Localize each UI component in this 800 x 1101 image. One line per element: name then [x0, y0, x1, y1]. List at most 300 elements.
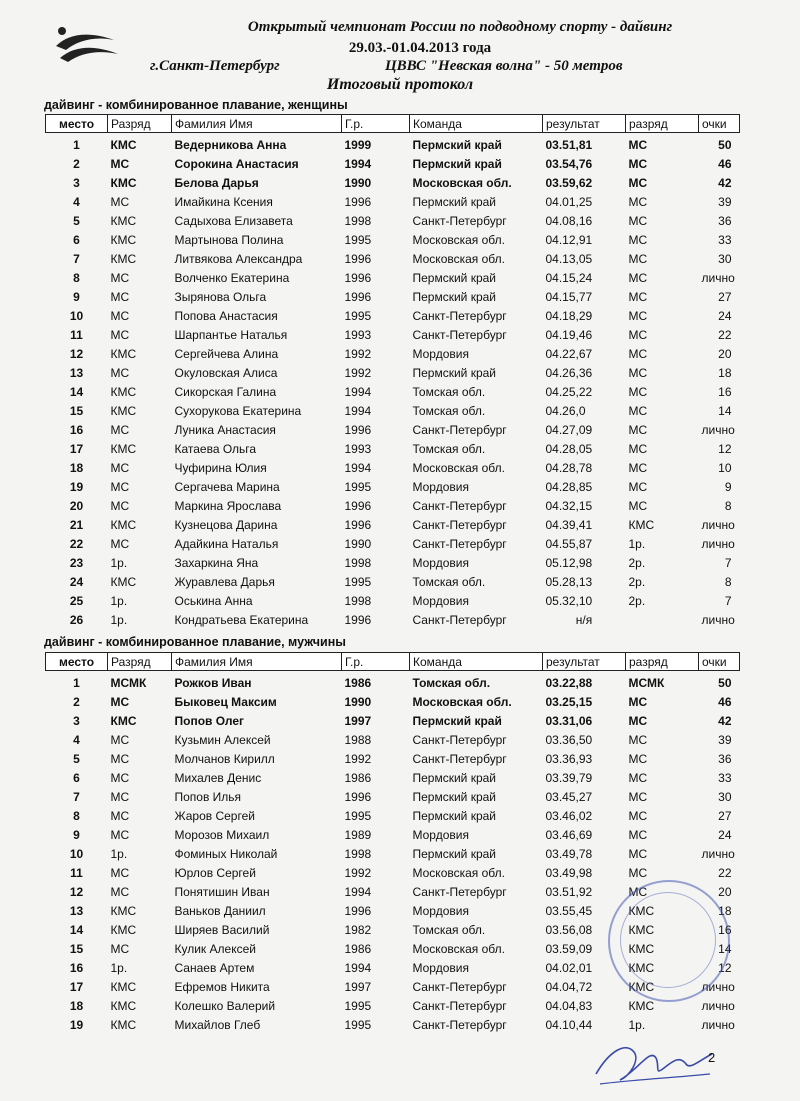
cell-new-rank: МС	[628, 694, 648, 709]
cell-name: Сергейчева Алина	[174, 346, 279, 361]
cell-rank: КМС	[110, 998, 137, 1013]
cell-new-rank: МС	[628, 308, 648, 323]
cell-result: 04.10,44	[545, 1017, 593, 1032]
table-row	[46, 996, 740, 1015]
cell-points: лично	[701, 536, 735, 551]
cell-place: 15	[69, 941, 84, 956]
cell-points: 42	[718, 175, 732, 190]
cell-team: Пермский край	[412, 770, 497, 785]
cell-points: 16	[718, 922, 732, 937]
cell-new-rank: МС	[628, 865, 648, 880]
event-venue: ЦВВС "Невская волна" - 50 метров	[385, 58, 623, 74]
cell-name: Кузьмин Алексей	[174, 732, 271, 747]
cell-points: 22	[718, 865, 732, 880]
cell-name: Сикорская Галина	[174, 384, 277, 399]
cell-rank: МС	[110, 865, 130, 880]
cell-rank: МС	[110, 156, 130, 171]
cell-place: 16	[69, 422, 84, 437]
table-row	[46, 249, 740, 268]
cell-result: 03.46,69	[545, 827, 593, 842]
cell-place: 8	[73, 270, 80, 285]
cell-result: 04.08,16	[545, 213, 593, 228]
cell-result: 04.25,22	[545, 384, 593, 399]
event-city: г.Санкт-Петербург	[150, 58, 280, 74]
cell-year: 1993	[344, 441, 372, 456]
cell-place: 11	[70, 327, 83, 342]
cell-new-rank: МС	[628, 751, 648, 766]
cell-name: Санаев Артем	[174, 960, 255, 975]
cell-year: 1994	[344, 960, 372, 975]
cell-year: 1996	[344, 289, 372, 304]
cell-new-rank: КМС	[628, 960, 655, 975]
cell-points: 27	[718, 289, 732, 304]
cell-place: 6	[73, 770, 80, 785]
table-row	[46, 268, 740, 287]
cell-rank: КМС	[110, 517, 137, 532]
cell-place: 23	[69, 555, 84, 570]
cell-team: Санкт-Петербург	[412, 751, 507, 766]
cell-year: 1996	[344, 517, 372, 532]
cell-new-rank: МС	[628, 884, 648, 899]
cell-place: 20	[69, 498, 84, 513]
cell-year: 1996	[344, 612, 372, 627]
cell-name: Белова Дарья	[174, 175, 259, 190]
cell-new-rank: КМС	[628, 922, 655, 937]
cell-rank: МС	[110, 751, 130, 766]
cell-year: 1993	[344, 327, 372, 342]
cell-new-rank: МС	[628, 327, 648, 342]
table-row	[46, 692, 740, 711]
protocol-title: Итоговый протокол	[326, 76, 474, 93]
cell-place: 11	[70, 865, 83, 880]
table-row	[46, 192, 740, 211]
cell-year: 1994	[344, 156, 372, 171]
cell-rank: МС	[110, 308, 130, 323]
cell-team: Томская обл.	[412, 922, 486, 937]
cell-team: Пермский край	[412, 846, 497, 861]
col-points: очки	[699, 653, 740, 671]
cell-points: 46	[718, 156, 732, 171]
cell-team: Московская обл.	[412, 251, 505, 266]
cell-name: Попова Анастасия	[174, 308, 278, 323]
cell-name: Жаров Сергей	[174, 808, 255, 823]
cell-place: 2	[73, 156, 80, 171]
cell-rank: МС	[110, 289, 130, 304]
cell-year: 1999	[344, 137, 372, 152]
cell-new-rank: МС	[628, 232, 648, 247]
cell-result: 04.26,0	[545, 403, 586, 418]
col-name: Фамилия Имя	[172, 115, 342, 133]
cell-year: 1995	[344, 1017, 372, 1032]
cell-year: 1982	[344, 922, 372, 937]
cell-rank: МС	[110, 498, 130, 513]
cell-team: Мордовия	[412, 555, 469, 570]
cell-team: Пермский край	[412, 137, 502, 152]
cell-name: Садыхова Елизавета	[174, 213, 293, 228]
cell-points: лично	[701, 612, 735, 627]
cell-name: Адайкина Наталья	[174, 536, 279, 551]
cell-team: Московская обл.	[412, 941, 505, 956]
cell-new-rank: МС	[628, 270, 648, 285]
cell-rank: КМС	[110, 713, 137, 728]
cell-place: 19	[69, 479, 84, 494]
cell-new-rank: МС	[628, 732, 648, 747]
cell-name: Кузнецова Дарина	[174, 517, 278, 532]
cell-result: 04.18,29	[545, 308, 593, 323]
cell-year: 1986	[344, 941, 372, 956]
cell-new-rank: МС	[628, 713, 648, 728]
cell-place: 18	[69, 460, 84, 475]
cell-new-rank: МС	[628, 194, 648, 209]
cell-team: Санкт-Петербург	[412, 979, 507, 994]
cell-team: Санкт-Петербург	[412, 536, 507, 551]
cell-points: 30	[718, 789, 732, 804]
table-row	[46, 844, 740, 863]
cell-name: Литвякова Александра	[174, 251, 303, 266]
cell-place: 4	[73, 732, 80, 747]
cell-team: Московская обл.	[412, 460, 505, 475]
table-row	[46, 591, 740, 610]
cell-new-rank: МС	[628, 498, 648, 513]
cell-new-rank: МС	[628, 789, 648, 804]
cell-rank: МС	[110, 941, 130, 956]
cell-year: 1994	[344, 460, 372, 475]
men-header-row	[46, 653, 740, 671]
cell-rank: МС	[110, 770, 130, 785]
cell-name: Михайлов Глеб	[174, 1017, 261, 1032]
cell-team: Санкт-Петербург	[412, 732, 507, 747]
cell-name: Ширяев Василий	[174, 922, 270, 937]
cell-year: 1996	[344, 270, 372, 285]
women-header-row	[46, 115, 740, 133]
cell-year: 1996	[344, 194, 372, 209]
col-team: Команда	[410, 115, 543, 133]
cell-team: Санкт-Петербург	[412, 498, 507, 513]
table-row	[46, 768, 740, 787]
cell-team: Пермский край	[412, 270, 497, 285]
cell-rank: МС	[110, 732, 130, 747]
cell-rank: МС	[110, 789, 130, 804]
event-title: Открытый чемпионат России по подводному спорту - дайвинг	[247, 19, 673, 35]
cell-result: 03.36,93	[545, 751, 593, 766]
cell-place: 7	[73, 251, 80, 266]
men-section-title: дайвинг - комбинированное плавание, мужчины	[44, 635, 346, 649]
table-row	[46, 572, 740, 591]
cell-place: 8	[73, 808, 80, 823]
cell-rank: КМС	[110, 175, 137, 190]
cell-new-rank: МС	[628, 137, 648, 152]
cell-points: 36	[718, 751, 732, 766]
cell-team: Пермский край	[412, 156, 502, 171]
cell-year: 1998	[344, 846, 372, 861]
cell-name: Молчанов Кирилл	[174, 751, 275, 766]
table-row	[46, 749, 740, 768]
cell-points: 30	[718, 251, 732, 266]
cell-points: 8	[724, 498, 732, 513]
table-row	[46, 610, 740, 629]
cell-points: 7	[724, 593, 732, 608]
table-row	[46, 344, 740, 363]
cell-place: 13	[69, 903, 84, 918]
cell-new-rank: МС	[628, 213, 648, 228]
cell-name: Попов Олег	[174, 713, 245, 728]
cell-points: 24	[718, 827, 732, 842]
cell-points: 14	[718, 941, 732, 956]
table-row	[46, 825, 740, 844]
cell-result: 03.31,06	[545, 713, 593, 728]
cell-year: 1992	[344, 365, 372, 380]
cell-new-rank: МС	[628, 460, 648, 475]
cell-team: Санкт-Петербург	[412, 612, 507, 627]
table-row	[46, 154, 740, 173]
cell-year: 1998	[344, 213, 372, 228]
table-row	[46, 730, 740, 749]
cell-result: 04.28,78	[545, 460, 593, 475]
cell-new-rank: МС	[628, 403, 648, 418]
signature	[590, 1030, 720, 1090]
cell-result: 04.13,05	[545, 251, 593, 266]
cell-points: 36	[718, 213, 732, 228]
cell-name: Шарпантье Наталья	[174, 327, 288, 342]
cell-result: 03.46,02	[545, 808, 593, 823]
table-row	[46, 363, 740, 382]
cell-name: Мартынова Полина	[174, 232, 284, 247]
cell-result: 03.22,88	[545, 675, 593, 690]
table-row	[46, 211, 740, 230]
official-stamp-inner-ring	[620, 892, 716, 988]
cell-team: Пермский край	[412, 713, 502, 728]
event-dates: 29.03.-01.04.2013 года	[348, 40, 492, 56]
cell-rank: 1р.	[110, 960, 128, 975]
col-name: Фамилия Имя	[172, 653, 342, 671]
cell-team: Санкт-Петербург	[412, 998, 507, 1013]
cell-new-rank: МС	[628, 365, 648, 380]
cell-rank: МС	[110, 270, 130, 285]
cell-points: 50	[718, 675, 732, 690]
table-row	[46, 382, 740, 401]
cell-points: 10	[718, 460, 732, 475]
cell-team: Пермский край	[412, 194, 497, 209]
cell-new-rank: 2р.	[628, 555, 646, 570]
cell-year: 1998	[344, 555, 372, 570]
cell-year: 1997	[344, 979, 372, 994]
col-points: очки	[699, 115, 740, 133]
cell-rank: КМС	[110, 232, 137, 247]
cell-place: 22	[69, 536, 84, 551]
cell-points: лично	[701, 517, 735, 532]
cell-team: Московская обл.	[412, 175, 512, 190]
cell-result: 04.15,24	[545, 270, 593, 285]
cell-place: 24	[69, 574, 84, 589]
cell-new-rank: 2р.	[628, 574, 646, 589]
table-row	[46, 534, 740, 553]
cell-team: Санкт-Петербург	[412, 308, 507, 323]
cell-result: 03.45,27	[545, 789, 593, 804]
col-result: результат	[543, 115, 626, 133]
cell-rank: МСМК	[110, 675, 147, 690]
table-row	[46, 553, 740, 572]
cell-team: Мордовия	[412, 479, 469, 494]
cell-team: Томская обл.	[412, 675, 491, 690]
cell-year: 1986	[344, 675, 372, 690]
cell-new-rank: МС	[628, 289, 648, 304]
cell-result: н/я	[575, 612, 593, 627]
cell-result: 04.26,36	[545, 365, 593, 380]
cell-points: 42	[718, 713, 732, 728]
cell-points: лично	[701, 998, 735, 1013]
cell-points: 12	[718, 960, 732, 975]
cell-name: Луника Анастасия	[174, 422, 276, 437]
cell-new-rank: МС	[628, 422, 648, 437]
cell-year: 1990	[344, 175, 372, 190]
cell-rank: КМС	[110, 137, 137, 152]
cell-result: 04.15,77	[545, 289, 593, 304]
cell-name: Колешко Валерий	[174, 998, 276, 1013]
cell-points: 8	[724, 574, 732, 589]
cell-year: 1994	[344, 884, 372, 899]
cell-rank: КМС	[110, 903, 137, 918]
cell-team: Мордовия	[412, 346, 469, 361]
cell-place: 15	[69, 403, 84, 418]
cell-year: 1995	[344, 574, 372, 589]
cell-new-rank: МС	[628, 175, 648, 190]
cell-rank: МС	[110, 327, 130, 342]
col-team: Команда	[410, 653, 543, 671]
cell-name: Ваньков Даниил	[174, 903, 266, 918]
cell-name: Рожков Иван	[174, 675, 252, 690]
cell-year: 1995	[344, 808, 372, 823]
cell-place: 19	[69, 1017, 84, 1032]
table-row	[46, 401, 740, 420]
col-year: Г.р.	[342, 115, 410, 133]
col-new-rank: разряд	[626, 115, 699, 133]
cell-year: 1988	[344, 732, 372, 747]
cell-points: лично	[701, 1017, 735, 1032]
table-row	[46, 439, 740, 458]
cell-place: 3	[73, 175, 80, 190]
cell-year: 1992	[344, 865, 372, 880]
cell-rank: МС	[110, 460, 130, 475]
cell-year: 1994	[344, 403, 372, 418]
cell-place: 3	[73, 713, 80, 728]
cell-points: лично	[701, 270, 735, 285]
cell-points: 18	[718, 365, 732, 380]
cell-result: 04.28,85	[545, 479, 593, 494]
cell-rank: 1р.	[110, 846, 128, 861]
cell-result: 04.12,91	[545, 232, 593, 247]
cell-year: 1986	[344, 770, 372, 785]
cell-points: 20	[718, 884, 732, 899]
table-row	[46, 671, 740, 693]
cell-name: Имайкина Ксения	[174, 194, 273, 209]
cell-result: 03.55,45	[545, 903, 593, 918]
cell-points: 39	[718, 194, 732, 209]
cell-points: 16	[718, 384, 732, 399]
cell-result: 05.12,98	[545, 555, 593, 570]
col-rank: Разряд	[108, 115, 172, 133]
cell-place: 1	[73, 675, 80, 690]
cell-new-rank: МС	[628, 346, 648, 361]
cell-result: 03.49,78	[545, 846, 593, 861]
col-place: место	[46, 115, 108, 133]
table-row	[46, 806, 740, 825]
cell-name: Кондратьева Екатерина	[174, 612, 309, 627]
cell-team: Томская обл.	[412, 384, 486, 399]
cell-rank: МС	[110, 884, 130, 899]
cell-name: Ефремов Никита	[174, 979, 270, 994]
cell-place: 9	[73, 827, 80, 842]
cell-new-rank: МС	[628, 156, 648, 171]
cell-new-rank: МСМК	[628, 675, 665, 690]
cell-new-rank: МС	[628, 827, 648, 842]
cell-team: Пермский край	[412, 289, 497, 304]
cell-team: Санкт-Петербург	[412, 422, 507, 437]
cell-rank: МС	[110, 194, 130, 209]
cell-name: Волченко Екатерина	[174, 270, 290, 285]
cell-result: 04.39,41	[545, 517, 593, 532]
cell-place: 5	[73, 213, 80, 228]
cell-place: 18	[69, 998, 84, 1013]
table-row	[46, 133, 740, 155]
cell-new-rank: МС	[628, 770, 648, 785]
cell-points: лично	[701, 846, 735, 861]
cell-name: Юрлов Сергей	[174, 865, 256, 880]
cell-team: Санкт-Петербург	[412, 517, 507, 532]
cell-name: Чуфирина Юлия	[174, 460, 267, 475]
cell-points: 24	[718, 308, 732, 323]
table-row	[46, 306, 740, 325]
cell-place: 25	[69, 593, 84, 608]
cell-place: 6	[73, 232, 80, 247]
cell-name: Понятишин Иван	[174, 884, 270, 899]
cell-rank: МС	[110, 827, 130, 842]
cell-new-rank: КМС	[628, 903, 655, 918]
cell-result: 04.28,05	[545, 441, 593, 456]
cell-result: 04.02,01	[545, 960, 593, 975]
cell-rank: КМС	[110, 213, 137, 228]
cell-team: Московская обл.	[412, 865, 505, 880]
cell-points: 27	[718, 808, 732, 823]
cell-rank: КМС	[110, 1017, 137, 1032]
cell-new-rank: МС	[628, 251, 648, 266]
cell-rank: МС	[110, 365, 130, 380]
cell-name: Оськина Анна	[174, 593, 253, 608]
cell-result: 03.51,81	[545, 137, 593, 152]
cell-rank: КМС	[110, 403, 137, 418]
cell-year: 1996	[344, 903, 372, 918]
cell-team: Санкт-Петербург	[412, 1017, 507, 1032]
table-row	[46, 173, 740, 192]
table-row	[46, 787, 740, 806]
cell-points: 50	[718, 137, 732, 152]
cell-place: 10	[69, 308, 84, 323]
cell-points: 22	[718, 327, 732, 342]
cell-place: 12	[69, 346, 84, 361]
cell-name: Захаркина Яна	[174, 555, 259, 570]
cell-rank: МС	[110, 536, 130, 551]
cell-points: лично	[701, 979, 735, 994]
cell-result: 04.19,46	[545, 327, 593, 342]
cell-points: 33	[718, 770, 732, 785]
cell-new-rank: МС	[628, 808, 648, 823]
cell-place: 16	[69, 960, 84, 975]
cell-year: 1994	[344, 384, 372, 399]
cell-result: 03.59,62	[545, 175, 593, 190]
cell-team: Санкт-Петербург	[412, 213, 507, 228]
cell-result: 03.49,98	[545, 865, 593, 880]
cell-place: 9	[73, 289, 80, 304]
cell-result: 04.04,83	[545, 998, 593, 1013]
